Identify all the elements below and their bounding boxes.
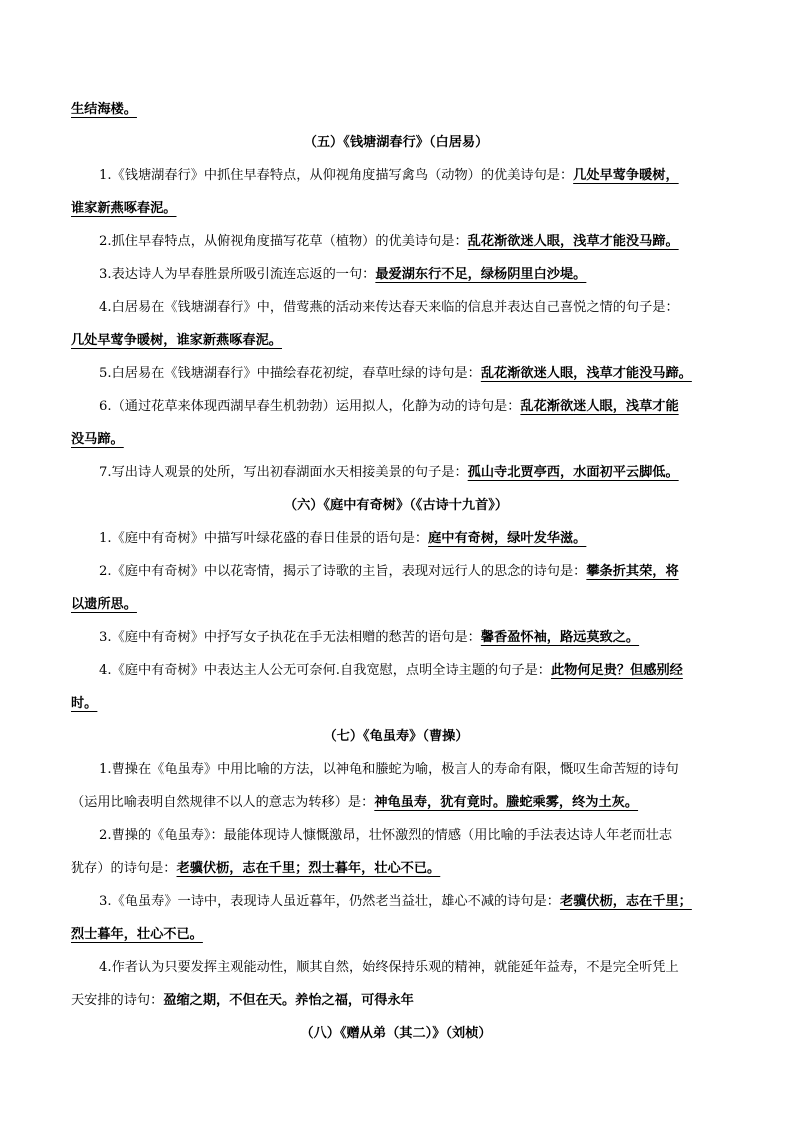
question-text: 5.白居易在《钱塘湖春行》中描绘春花初绽，春草吐绿的诗句是： (99, 366, 481, 381)
answer-text: 盈缩之期，不但在天。养怡之福，可得永年 (163, 993, 414, 1008)
continuation-line (71, 859, 721, 892)
document-page (71, 100, 721, 1057)
answer-text: 攀条折其荣，将 (586, 564, 679, 579)
question-item (71, 298, 721, 331)
continuation-line (71, 430, 721, 463)
heading-text: （七）《龟虽寿》（曹操） (323, 729, 469, 744)
continuation-line (71, 595, 721, 628)
question-item (71, 958, 721, 991)
continuation-line (71, 793, 721, 826)
question-text: （运用比喻表明自然规律不以人的意志为转移）是： (71, 795, 375, 810)
continuation-line (71, 199, 721, 232)
question-item (71, 892, 721, 925)
answer-text: 生结海楼。 (71, 102, 137, 117)
continuation-line (71, 331, 721, 364)
section-heading (71, 727, 721, 760)
question-item (71, 562, 721, 595)
continuation-line (71, 991, 721, 1024)
question-item (71, 463, 721, 496)
heading-text: （五）《钱塘湖春行》（白居易） (303, 135, 489, 150)
question-item (71, 397, 721, 430)
answer-text: 最爱湖东行不足，绿杨阴里白沙堤。 (375, 267, 587, 282)
question-text: 2.《庭中有奇树》中以花寄情，揭示了诗歌的主旨，表现对远行人的思念的诗句是： (99, 564, 587, 579)
answer-text: 庭中有奇树，绿叶发华滋。 (428, 531, 587, 546)
answer-text: 乱花渐欲迷人眼，浅草才能没马蹄。 (480, 366, 692, 381)
answer-text: 时。 (71, 696, 98, 711)
question-text: 1.《钱塘湖春行》中抓住早春特点，从仰视角度描写禽鸟（动物）的优美诗句是： (99, 168, 574, 183)
question-text: 1.曹操在《龟虽寿》中用比喻的方法，以神龟和螣蛇为喻，极言人的寿命有限，慨叹生命苦短的诗句 (99, 762, 679, 777)
question-item (71, 826, 721, 859)
question-text: 3.《庭中有奇树》中抒写女子执花在手无法相赠的愁苦的语句是： (99, 630, 481, 645)
question-item (71, 265, 721, 298)
question-text: 天安排的诗句： (71, 993, 164, 1008)
question-text: 3.表达诗人为早春胜景所吸引流连忘返的一句： (99, 267, 376, 282)
answer-text: 孤山寺北贾亭西，水面初平云脚低。 (467, 465, 679, 480)
continuation-line (71, 694, 721, 727)
question-text: 2.曹操的《龟虽寿》：最能体现诗人慷慨激昂，壮怀激烈的情感（用比喻的手法表达诗人年老而壮志 (99, 828, 673, 843)
question-text: 犹存）的诗句是： (71, 861, 177, 876)
question-item (71, 529, 721, 562)
answer-text: 乱花渐欲迷人眼，浅草才能 (520, 399, 679, 414)
question-item (71, 364, 721, 397)
question-text: 4.作者认为只要发挥主观能动性，顺其自然，始终保持乐观的精神，就能延年益寿，不是完全听凭上 (99, 960, 679, 975)
answer-text: 几处早莺争暖树，谁家新燕啄春泥。 (71, 333, 282, 348)
continuation-line (71, 100, 721, 133)
answer-text: 没马蹄。 (71, 432, 124, 447)
question-item (71, 760, 721, 793)
answer-text: 以遗所思。 (71, 597, 137, 612)
section-heading (71, 1024, 721, 1057)
answer-text: 神龟虽寿，犹有竟时。螣蛇乘雾，终为土灰。 (374, 795, 639, 810)
question-text: 4.白居易在《钱塘湖春行》中，借莺燕的活动来传达春天来临的信息并表达自己喜悦之情的句子是： (99, 300, 679, 315)
heading-text: （八）《赠从弟（其二）》（刘桢） (300, 1026, 492, 1041)
answer-text: 馨香盈怀袖，路远莫致之。 (480, 630, 640, 645)
question-item (71, 661, 721, 694)
question-item (71, 166, 721, 199)
question-text: 4.《庭中有奇树》中表达主人公无可奈何.自我宽慰，点明全诗主题的句子是： (99, 663, 551, 678)
question-item (71, 232, 721, 265)
question-text: 6.（通过花草来体现西湖早春生机勃勃）运用拟人，化静为动的诗句是： (99, 399, 521, 414)
continuation-line (71, 925, 721, 958)
question-text: 3.《龟虽寿》一诗中，表现诗人虽近暮年，仍然老当益壮，雄心不减的诗句是： (99, 894, 560, 909)
answer-text: 此物何足贵？但感别经 (550, 663, 683, 678)
question-text: 2.抓住早春特点，从俯视角度描写花草（植物）的优美诗句是： (99, 234, 468, 249)
question-text: 1.《庭中有奇树》中描写叶绿花盛的春日佳景的语句是： (99, 531, 429, 546)
question-item (71, 628, 721, 661)
section-heading (71, 133, 721, 166)
answer-text: 乱花渐欲迷人眼，浅草才能没马蹄。 (467, 234, 679, 249)
answer-text: 老骥伏枥，志在千里； (559, 894, 692, 909)
answer-text: 老骥伏枥，志在千里；烈士暮年，壮心不已。 (176, 861, 441, 876)
section-heading (71, 496, 721, 529)
heading-text: （六）《庭中有奇树》（《古诗十九首》） (283, 498, 509, 513)
answer-text: 烈士暮年，壮心不已。 (71, 927, 203, 942)
answer-text: 谁家新燕啄春泥。 (71, 201, 177, 216)
question-text: 7.写出诗人观景的处所，写出初春湖面水天相接美景的句子是： (99, 465, 468, 480)
answer-text: 几处早莺争暖树， (573, 168, 679, 183)
